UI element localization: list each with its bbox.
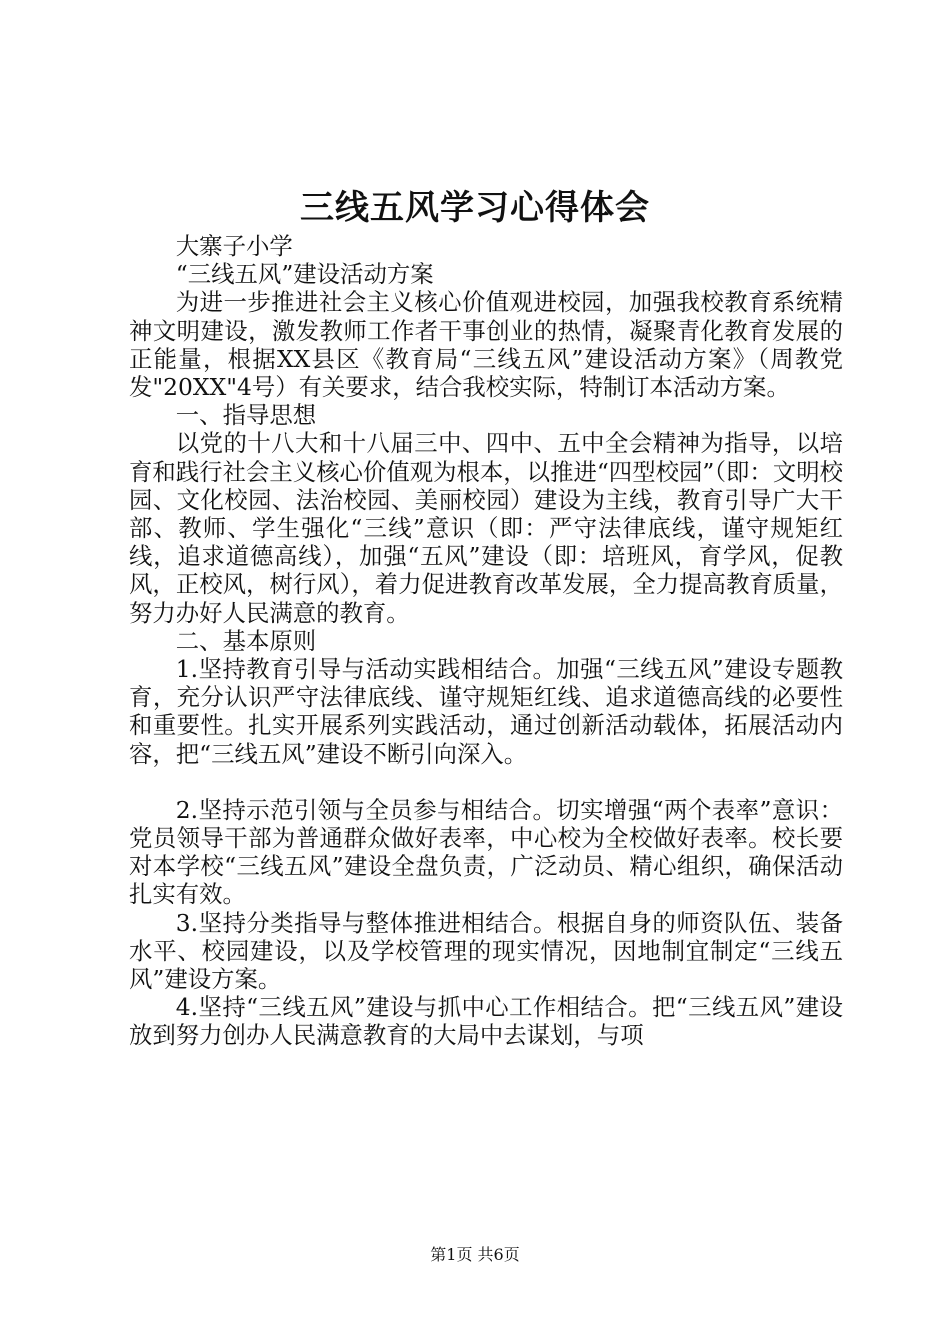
school-name: 大寨子小学 bbox=[175, 232, 293, 260]
document-title: 三线五风学习心得体会 bbox=[300, 188, 650, 228]
page-number-footer: 第1页 共6页 bbox=[430, 1245, 520, 1264]
principle-1-paragraph: 1.坚持教育引导与活动实践相结合。加强“三线五风”建设专题教育，充分认识严守法律底线、谨守规矩红线、追求道德高线的必要性和重要性。扎实开展系列实践活动，通过创新活动载体，拓展活动内容，把“三线五风”建设不断引向深入。 bbox=[129, 655, 843, 768]
section-heading-basic-principles: 二、基本原则 bbox=[175, 626, 317, 655]
plan-heading: “三线五风”建设活动方案 bbox=[175, 260, 434, 289]
guiding-ideology-paragraph: 以党的十八大和十八届三中、四中、五中全会精神为指导，以培育和践行社会主义核心价值观为根本，以推进“四型校园”（即：文明校园、文化校园、法治校园、美丽校园）建设为主线，教育引导广大干部、教师、学生强化“三线”意识（即：严守法律底线，谨守规矩红线，追求道德高线），加强“五风”建设（即：培班风，育学风，促教风，正校风，树行风），着力促进教育改革发展，全力提高教育质量，努力办好人民满意的教育。 bbox=[129, 429, 843, 627]
principle-3-paragraph: 3.坚持分类指导与整体推进相结合。根据自身的师资队伍、装备水平、校园建设，以及学校管理的现实情况，因地制宜制定“三线五风”建设方案。 bbox=[129, 908, 843, 994]
intro-paragraph: 为进一步推进社会主义核心价值观进校园，加强我校教育系统精神文明建设，激发教师工作者干事创业的热情，凝聚青化教育发展的正能量，根据XX县区《教育局“三线五风”建设活动方案》（周教党发"20XX"4号）有关要求，结合我校实际，特制订本活动方案。 bbox=[129, 288, 843, 402]
document-body bbox=[129, 232, 843, 1050]
principle-2-paragraph: 2.坚持示范引领与全员参与相结合。切实增强“两个表率”意识：党员领导干部为普通群众做好表率，中心校为全校做好表率。校长要对本学校“三线五风”建设全盘负责，广泛动员、精心组织，确保活动扎实有效。 bbox=[129, 795, 843, 909]
principle-4-paragraph: 4.坚持“三线五风”建设与抓中心工作相结合。把“三线五风”建设放到努力创办人民满意教育的大局中去谋划，与项 bbox=[129, 993, 843, 1050]
section-heading-guiding-ideology: 一、指导思想 bbox=[175, 401, 317, 430]
